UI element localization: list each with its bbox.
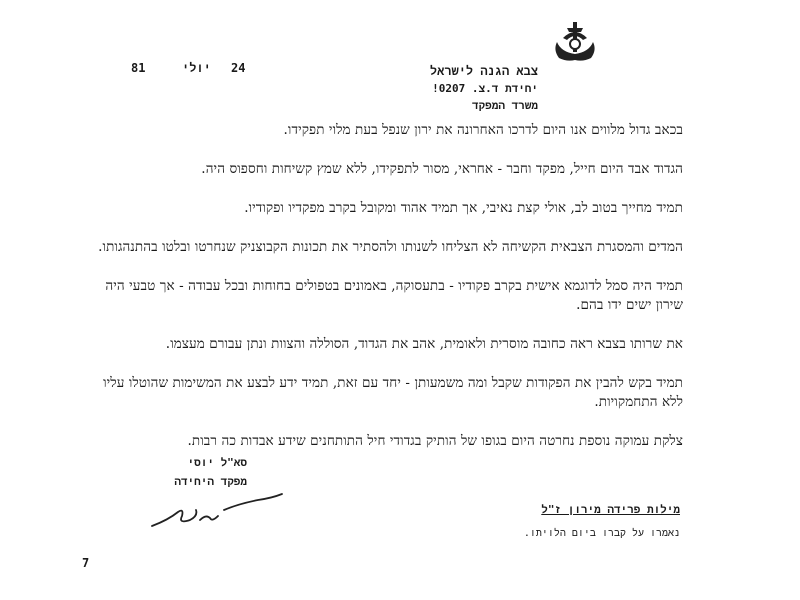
footer-title: מילות פרידה מירון ז"ל	[541, 503, 680, 516]
signatory-name: סא"ל יוסי	[187, 456, 247, 469]
page-number: 7	[82, 556, 90, 570]
letterhead-office: משרד המפקד	[471, 99, 538, 112]
handwritten-signature	[148, 490, 288, 530]
date-day: 24	[231, 61, 246, 75]
signatory-role: מפקד היחידה	[174, 475, 247, 488]
letterhead-org: צבא הגנה לישראל	[429, 64, 538, 78]
paragraph: תמיד מחייך בטוב לב, אולי קצת נאיבי, אך תמיד אהוד ומקובל בקרב מפקדיו ופקודיו.	[244, 200, 683, 216]
paragraph: בכאב גדול מלווים אנו היום לדרכו האחרונה את ירון שנפל בעת מלוי תפקידו.	[283, 122, 683, 138]
letterhead-unit: יחידת ד.צ. 0207!	[432, 82, 538, 95]
letter-body	[85, 121, 683, 471]
date-month: יולי	[182, 61, 211, 75]
paragraph: צלקת עמוקה נוספת נחרטה היום בגופו של הותיק בגדודי חיל התותחנים שידע אבדות כה רבות.	[187, 433, 683, 449]
footer-note: נאמרו על קברו ביום הלויתו.	[523, 528, 680, 539]
paragraph: הגדוד אבד היום חייל, מפקד וחבר - אחראי, מסור לתפקידו, ללא שמץ קשיחות וחספוס היה.	[201, 161, 683, 177]
idf-emblem-icon	[553, 20, 597, 62]
paragraph: תמיד היה סמל לדוגמא אישית בקרב פקודיו - בתעסוקה, באמונים בטפולים בחוחות ובכל עבודה - אך טבעי היה שירון ישים ידו בהם.	[105, 278, 683, 313]
date-year: 81	[131, 61, 146, 75]
paragraph: המדים והמסגרת הצבאית הקשיחה לא הצליחו לשנותו ולהסתיר את תכונות הקבוצניק שנחרטו ובלטו בהתנהגותו.	[98, 239, 683, 255]
paragraph: את שרותו בצבא ראה כחובה מוסרית ולאומית, אהב את הגדוד, הסוללה והצוות ונתן עבורם מעצמו.	[165, 336, 683, 352]
paragraph: תמיד בקש להבין את הפקודות שקבל ומה משמעותן - יחד עם זאת, תמיד ידע לבצע את המשימות שהוטלו עליו ללא התחמקויות.	[103, 375, 683, 410]
